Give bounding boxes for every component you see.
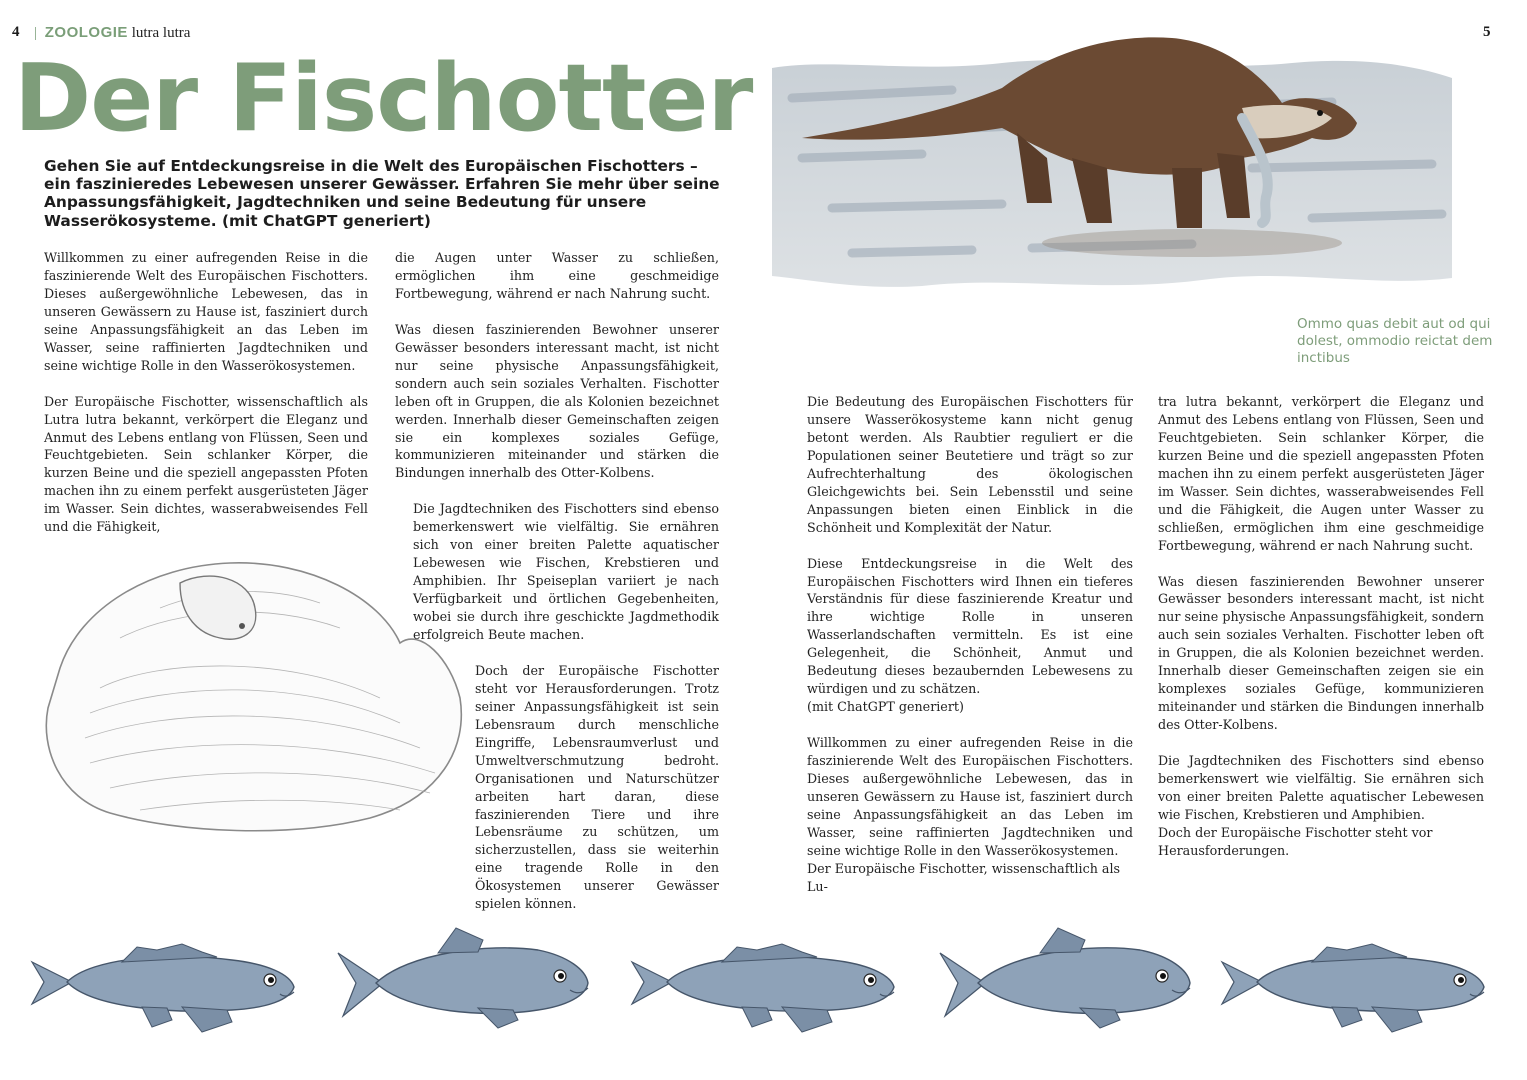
article-lead: Gehen Sie auf Entdeckungsreise in die Welt des Europäischen Fischotters – ein faszinieredes Lebewesen unserer Gewässer. Erfahren Sie mehr über seine Anpassungsfähigkeit, Jagdtechniken und seine Bedeutung für unsere Wasserökosysteme. (mit ChatGPT generiert) <box>44 157 720 230</box>
otter-illustration <box>772 18 1452 313</box>
paragraph: Der Europäische Fischotter, wissenschaftlich als Lu- <box>807 860 1121 894</box>
paragraph: Der Europäische Fischotter, wissenschaftlich als Lutra lutra bekannt, verkörpert die Eleganz und Anmut des Lebens entlang von Flüssen, Seen und Feuchtgebieten. Sein schlanker Körper, die kurzen Beine und die speziell angepassten Pfoten machen ihn zu einem perfekt ausgerüsteten Jäger im Wasser. Sein dichtes, wasserabweisendes Fell und die Fähigkeit, <box>44 393 368 535</box>
paragraph: Willkommen zu einer aufregenden Reise in die faszinierende Welt des Europäischen Fischotters. Dieses außergewöhnliche Lebewesen, das in unseren Gewässern zu Hause ist, fasziniert durch seine Anpassungsfähigkeit an das Leben im Wasser, seine raffinierten Jagdtechniken und seine wichtige Rolle in den Wasserökosystemen. <box>44 250 368 373</box>
paragraph: die Augen unter Wasser zu schließen, ermöglichen ihm eine geschmeidige Fortbewegung, während er nach Nahrung sucht. <box>395 250 719 301</box>
paragraph: tra lutra bekannt, verkörpert die Eleganz und Anmut des Lebens entlang von Flüssen, Seen und Feuchtgebieten. Sein schlanker Körper, die kurzen Beine und die speziell angepassten Pfoten machen ihn zu einem perfekt ausgerüsteten Jäger im Wasser. Sein dichtes, wasserabweisendes Fell und die Fähigkeit, die Augen unter Wasser zu schließen, ermöglichen ihm eine geschmeidige Fortbewegung, während er nach Nahrung sucht. <box>1158 394 1484 553</box>
text-column-3 <box>807 393 1133 896</box>
species-label: lutra lutra <box>131 25 191 41</box>
paragraph: Doch der Europäische Fischotter steht vor Herausforderungen. <box>1158 824 1433 858</box>
page-number-right: 5 <box>1483 24 1491 40</box>
otter-reflection <box>1042 229 1342 257</box>
header-separator: | <box>34 25 38 41</box>
fish-5 <box>1222 944 1484 1032</box>
paragraph: Willkommen zu einer aufregenden Reise in die faszinierende Welt des Europäischen Fischotters. Dieses außergewöhnliche Lebewesen, das in unseren Gewässern zu Hause ist, fasziniert durch seine Anpassungsfähigkeit an das Leben im Wasser, seine raffinierten Jagdtechniken und seine wichtige Rolle in den Wasserökosystemen. <box>807 735 1133 858</box>
paragraph: Doch der Europäische Fischotter steht vor Herausforderungen. Trotz seiner Anpassungsfähigkeit ist sein Lebensraum durch menschliche Eingriffe, Lebensraumverlust und Umweltverschmutzung bedroht. Organisationen und Naturschützer arbeiten hart daran, diese faszinierenden Tiere und ihre Lebensräume zu schützen, um sicherzustellen, dass sie weiterhin eine tragende Rolle in den Ökosystemen unserer Gewässer spielen können. <box>475 662 719 912</box>
fish-4 <box>940 928 1190 1028</box>
page-number-left: 4 <box>12 24 20 40</box>
text-column-4 <box>1158 393 1484 860</box>
paragraph: Was diesen faszinierenden Bewohner unserer Gewässer besonders interessant macht, ist nicht nur seine physische Anpassungsfähigkeit, sondern auch sein soziales Verhalten. Fischotter leben oft in Gruppen, die als Kolonien bezeichnet werden. Innerhalb dieser Gemeinschaften zeigen sie ein komplexes soziales Gefüge, kommunizieren miteinander und stärken die Bindungen innerhalb des Otter-Kolbens. <box>395 321 719 481</box>
section-label: ZOOLOGIE <box>44 24 128 41</box>
paragraph: Die Jagdtechniken des Fischotters sind ebenso bemerkenswert wie vielfältig. Sie ernähren sich von einer breiten Palette aquatischer Lebewesen wie Fischen, Krebstieren und Amphibien. Ihr Speiseplan variiert je nach Verfügbarkeit und örtlichen Gegebenheiten, wobei sie durch ihre geschickte Jagdmethodik erfolgreich Beute machen. <box>413 501 719 642</box>
text-column-1 <box>44 249 368 536</box>
paragraph: Diese Entdeckungsreise in die Welt des Europäischen Fischotters wird Ihnen ein tieferes Verständnis für diese faszinierende Kreatur und ihre wichtige Rolle in unseren Wasserlandschaften vermitteln. Es ist eine Gelegenheit, die Schönheit, Anmut und Bedeutung dieses bezaubernden Lebewesens zu würdigen und zu schätzen. <box>807 555 1133 697</box>
paragraph: Was diesen faszinierenden Bewohner unserer Gewässer besonders interessant macht, ist nicht nur seine physische Anpassungsfähigkeit, sondern auch sein soziales Verhalten. Fischotter leben oft in Gruppen, die als Kolonien bezeichnet werden. Innerhalb dieser Gemeinschaften zeigen sie ein komplexes soziales Gefüge, kommunizieren miteinander und stärken die Bindungen innerhalb des Otter-Kolbens. <box>1158 573 1484 733</box>
fish-3 <box>632 944 894 1032</box>
article-title: Der Fischotter <box>14 44 753 152</box>
fish-2 <box>338 928 588 1028</box>
paragraph: Die Jagdtechniken des Fischotters sind ebenso bemerkenswert wie vielfältig. Sie ernähren sich von einer breiten Palette aquatischer Lebewesen wie Fischen, Krebstieren und Amphibien. <box>1158 753 1484 822</box>
running-header <box>34 24 190 42</box>
paragraph: Die Bedeutung des Europäischen Fischotters für unsere Wasserökosysteme kann nicht genug betont werden. Als Raubtier reguliert er die Populationen seiner Beutetiere und trägt so zur Aufrechterhaltung des ökologischen Gleichgewichts bei. Sein Lebensstil und seine Anpassungen bieten einen Einblick in die Schönheit und Komplexität der Natur. <box>807 394 1133 535</box>
text-column-2 <box>395 249 719 913</box>
fish-1 <box>32 944 294 1032</box>
paragraph-note: (mit ChatGPT generiert) <box>807 699 964 715</box>
fish-row <box>0 920 1527 1030</box>
image-caption: Ommo quas debit aut od qui dolest, ommodio reictat dem inctibus <box>1297 316 1493 366</box>
